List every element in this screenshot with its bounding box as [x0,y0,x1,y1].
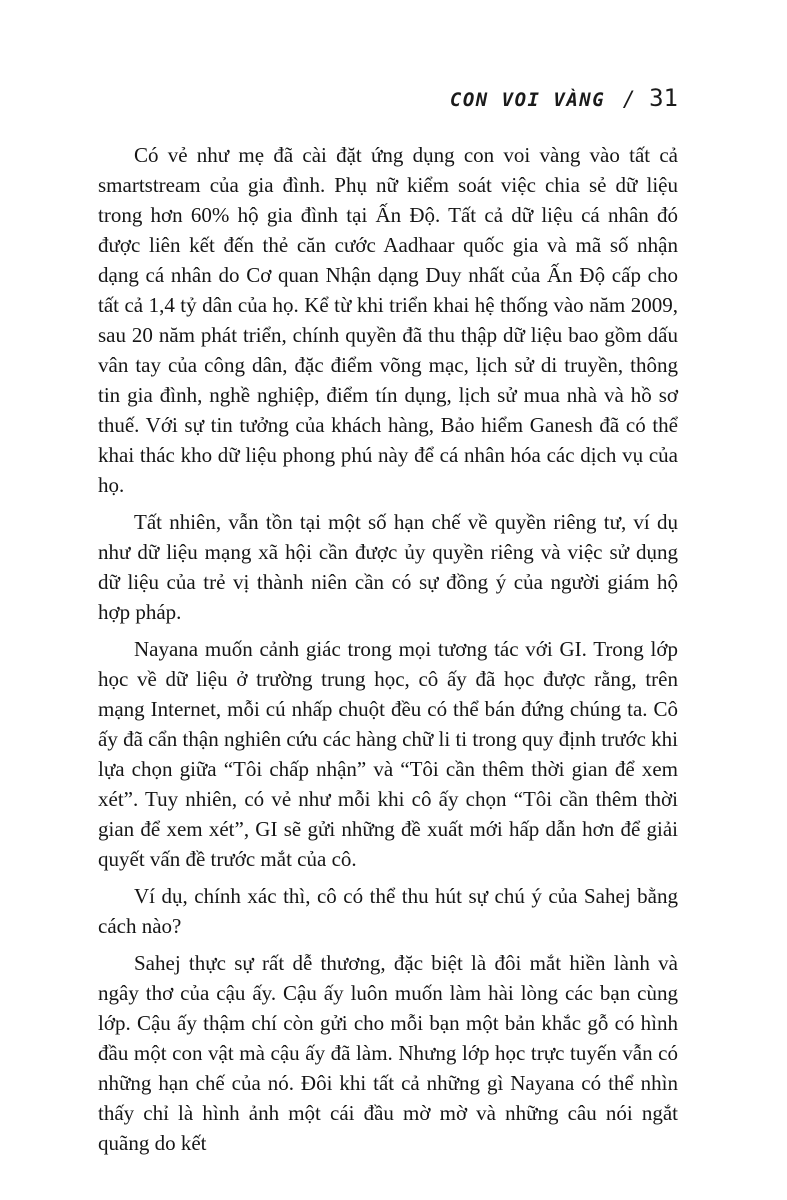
running-title: CON VOI VÀNG [449,89,606,111]
paragraph-2: Tất nhiên, vẫn tồn tại một số hạn chế về quyền riêng tư, ví dụ như dữ liệu mạng xã hội cần được ủy quyền riêng và việc sử dụng dữ liệu của trẻ vị thành niên cần có sự đồng ý của người giám hộ hợp pháp. [98,510,678,624]
page-number: 31 [649,84,678,112]
paragraph-4: Ví dụ, chính xác thì, cô có thể thu hút sự chú ý của Sahej bằng cách nào? [98,884,678,938]
header-separator: / [622,87,636,111]
page-header [450,84,678,112]
paragraph-5: Sahej thực sự rất dễ thương, đặc biệt là đôi mắt hiền lành và ngây thơ của cậu ấy. Cậu ấy luôn muốn làm hài lòng các bạn cùng lớp. Cậu ấy thậm chí còn gửi cho mỗi bạn một bản khắc gỗ có hình đầu một con vật mà cậu ấy đã làm. Nhưng lớp học trực tuyến vẫn có những hạn chế của nó. Đôi khi tất cả những gì Nayana có thể nhìn thấy chỉ là hình ảnh một cái đầu mờ mờ và những câu nói ngắt quãng do kết [98,951,678,1155]
paragraph-3: Nayana muốn cảnh giác trong mọi tương tác với GI. Trong lớp học về dữ liệu ở trường trung học, cô ấy đã học được rằng, trên mạng Internet, mỗi cú nhấp chuột đều có thể bán đứng chúng ta. Cô ấy đã cẩn thận nghiên cứu các hàng chữ li ti trong quy định trước khi lựa chọn giữa “Tôi chấp nhận” và “Tôi cần thêm thời gian để xem xét”. Tuy nhiên, có vẻ như mỗi khi cô ấy chọn “Tôi cần thêm thời gian để xem xét”, GI sẽ gửi những đề xuất mới hấp dẫn hơn để giải quyết vấn đề trước mắt của cô. [98,637,679,871]
paragraph-1: Có vẻ như mẹ đã cài đặt ứng dụng con voi vàng vào tất cả smartstream của gia đình. Phụ nữ kiểm soát việc chia sẻ dữ liệu trong hơn 60% hộ gia đình tại Ấn Độ. Tất cả dữ liệu cá nhân đó được liên kết đến thẻ căn cước Aadhaar quốc gia và mã số nhận dạng cá nhân do Cơ quan Nhận dạng Duy nhất của Ấn Độ cấp cho tất cả 1,4 tỷ dân của họ. Kể từ khi triển khai hệ thống vào năm 2009, sau 20 năm phát triển, chính quyền đã thu thập dữ liệu bao gồm dấu vân tay của công dân, đặc điểm võng mạc, lịch sử di truyền, thông tin gia đình, nghề nghiệp, điểm tín dụng, lịch sử mua nhà và hồ sơ thuế. Với sự tin tưởng của khách hàng, Bảo hiểm Ganesh đã có thể khai thác kho dữ liệu phong phú này để cá nhân hóa các dịch vụ của họ. [98,143,678,497]
body-text [98,140,678,1158]
